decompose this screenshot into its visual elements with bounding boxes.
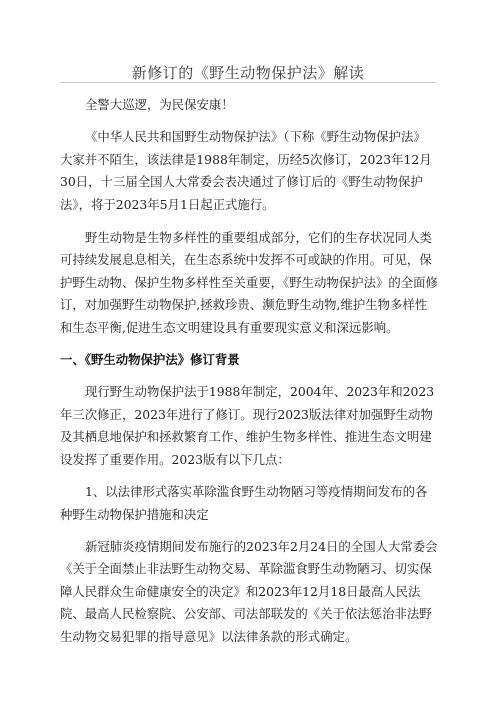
section-heading-background: 一、《野生动物保护法》修订背景 <box>60 352 240 368</box>
document-body <box>60 94 438 648</box>
paragraph-slogan: 全警大巡逻，为民保安康！ <box>85 97 234 112</box>
paragraph-significance: 野生动物是生物多样性的重要组成部分，它们的生存状况同人类可持续发展息息相关，在生态系统中发挥不可或缺的作用。可见，保护野生动物、保护生物多样性至关重要，《野生动物保护法》的全面修订，对加强野生动物保护,拯救珍贵、濒危野生动物,维护生物多样性和生态平衡,促进生态文明建设具有重要现实意义和深远影响。 <box>60 230 438 335</box>
paragraph-covid-measures: 新冠肺炎疫情期间发布施行的2023年2月24日的全国人大常委会《关于全面禁止非法野生动物交易、革除滥食野生动物陋习、切实保障人民群众生命健康安全的决定》和2023年12月18日最高人民法院、最高人民检察院、公安部、司法部联发的《关于依法惩治非法野生动物交易犯罪的指导意见》以法律条款的形式确定。 <box>60 538 438 644</box>
document-title: 新修订的《野生动物保护法》解读 <box>131 64 365 82</box>
paragraph-point-1: 1、以法律形式落实革除滥食野生动物陋习等疫情期间发布的各种野生动物保护措施和决定 <box>60 484 428 522</box>
paragraph-background: 现行野生动物保护法于1988年制定，2004年、2023年和2023年三次修正，2023年进行了修订。现行2023版法律对加强野生动物及其栖息地保护和拯救繁育工作、维护生物多样性、推进生态文明建设发挥了重要作用。2023版有以下几点： <box>60 384 435 467</box>
paragraph-intro: 《中华人民共和国野生动物保护法》（下称《野生动物保护法》大家并不陌生，该法律是1988年制定，历经5次修订，2023年12月30日，十三届全国人大常委会表决通过了修订后的《野生动物保护法》，将于2023年5月1日起正式施行。 <box>60 129 432 212</box>
title-divider <box>60 82 436 83</box>
